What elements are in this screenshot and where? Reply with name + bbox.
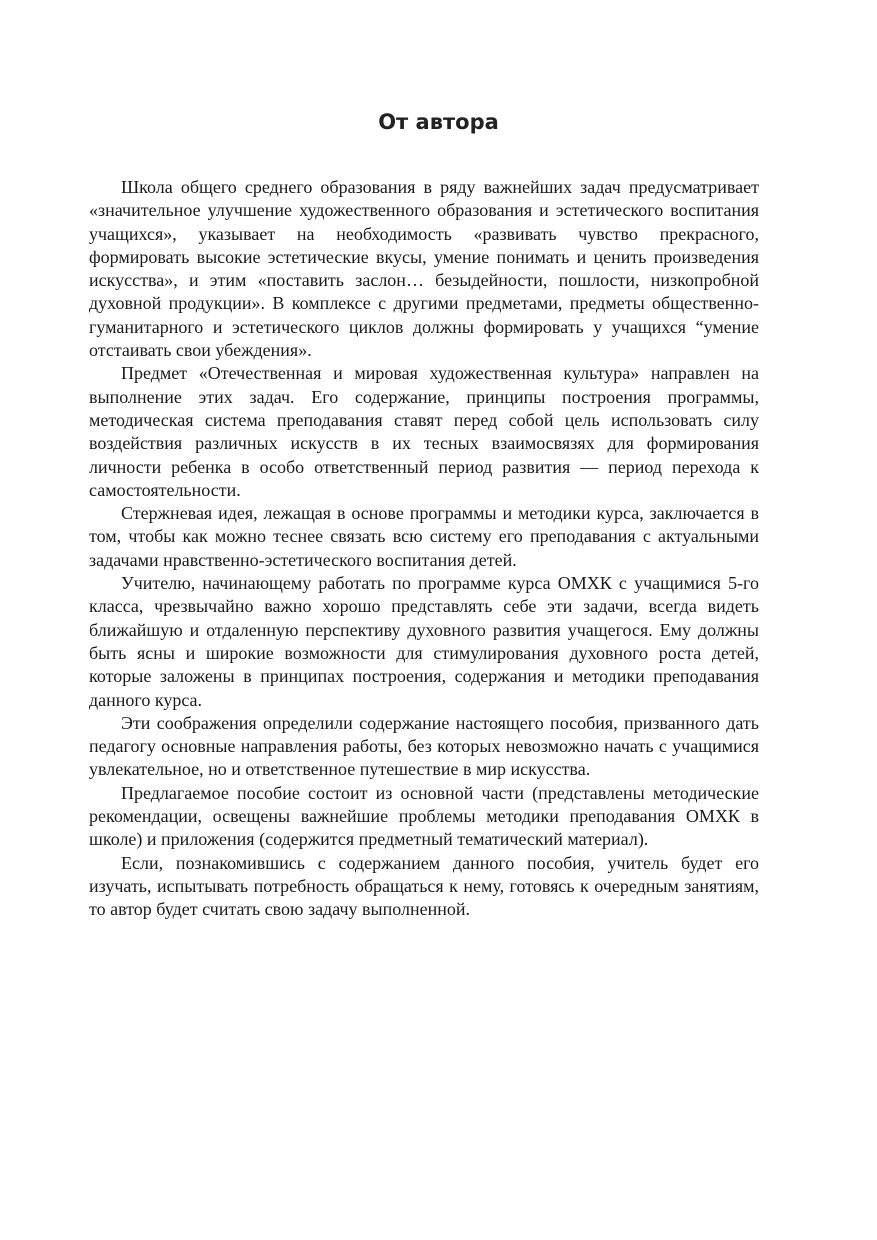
paragraph: Предмет «Отечественная и мировая художественная культура» направлен на выполнение этих задач. Его содержание, принципы построения программы, методическая система преподавания ставят перед собой цель использовать силу воздействия различных искусств в их тесных взаимосвязях для формирования личности ребенка в особо ответственный период развития — период перехода к самостоятельности.: [89, 363, 759, 500]
page-title: От автора: [378, 110, 499, 134]
paragraph: Школа общего среднего образования в ряду важнейших задач предусматривает «значительное улучшение художественного образования и эстетического воспитания учащихся», указывает на необходимость «развивать чувство прекрасного, формировать высокие эстетические вкусы, умение понимать и ценить произведения искусства», и этим «поставить заслон… безыдейности, пошлости, низкопробной духовной продукции». В комплексе с другими предметами, предметы общественно-гуманитарного и эстетического циклов должны формировать у учащихся “умение отстаивать свои убеждения».: [89, 177, 759, 361]
paragraph: Учителю, начинающему работать по программе курса ОМХК с учащимися 5-го класса, чрезвычайно важно хорошо представлять себе эти задачи, всегда видеть ближайшую и отдаленную перспективу духовного развития учащегося. Ему должны быть ясны и широкие возможности для стимулирования духовного роста детей, которые заложены в принципах построения, содержания и методики преподавания данного курса.: [89, 573, 759, 710]
paragraph: Предлагаемое пособие состоит из основной части (представлены методические рекомендации, освещены важнейшие проблемы методики преподавания ОМХК в школе) и приложения (содержится предметный тематический материал).: [89, 782, 759, 850]
paragraph: Если, познакомившись с содержанием данного пособия, учитель будет его изучать, испытывать потребность обращаться к нему, готовясь к очередным занятиям, то автор будет считать свою задачу выполненной.: [89, 852, 759, 920]
paragraph: Стержневая идея, лежащая в основе программы и методики курса, заключается в том, чтобы как можно теснее связать всю систему его преподавания с актуальными задачами нравственно-эстетического воспитания детей.: [89, 503, 759, 570]
paragraph: Эти соображения определили содержание настоящего пособия, призванного дать педагогу основные направления работы, без которых невозможно начать с учащимися увлекательное, но и ответственное путешествие в мир искусства.: [89, 712, 759, 780]
body-text: [89, 176, 759, 922]
